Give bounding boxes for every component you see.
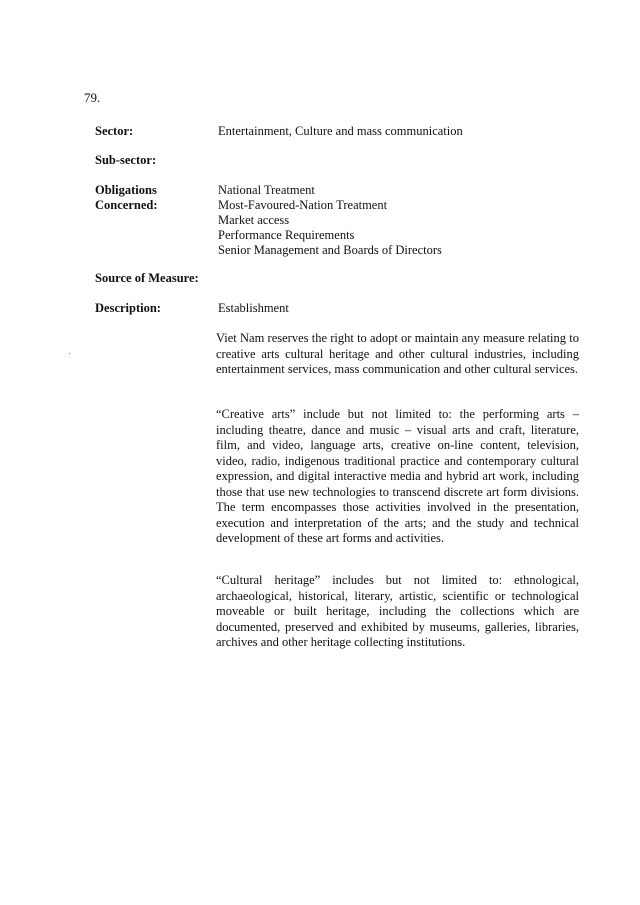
obligation-item: Senior Management and Boards of Directors: [218, 243, 442, 257]
description-paragraph-3: “Cultural heritage” includes but not limited to: ethnological, archaeological, historical, literary, artistic, scientific or technological moveable or built heritage, including the collections which are documented, preserved and exhibited by museums, galleries, libraries, archives and other heritage collecting institutions.: [216, 573, 579, 649]
obligation-item: Most-Favoured-Nation Treatment: [218, 198, 388, 212]
description-heading: Establishment: [218, 301, 289, 315]
source-of-measure-label: Source of Measure:: [95, 271, 199, 285]
obligation-item: Market access: [218, 213, 290, 227]
sector-value: Entertainment, Culture and mass communication: [218, 124, 463, 138]
obligations-list: [218, 183, 442, 258]
obligations-label-line1: Obligations: [95, 183, 157, 197]
entry-number: 79.: [84, 90, 101, 105]
obligations-label: [95, 183, 158, 213]
obligations-label-line2: Concerned:: [95, 198, 158, 212]
obligation-item: Performance Requirements: [218, 228, 355, 242]
sub-sector-label: Sub-sector:: [95, 153, 157, 167]
description-label: Description:: [95, 301, 161, 315]
description-paragraph-2: “Creative arts” include but not limited to: the performing arts – including theatre, dance and music – visual arts and craft, literature, film, and video, language arts, creative on-line content, television, video, radio, indigenous traditional practice and contemporary cultural expression, and digital interactive media and hybrid art work, including those that use new technologies to transcend discrete art form divisions. The term encompasses those activities involved in the presentation, execution and interpretation of the arts; and the study and technical development of these art forms and activities.: [216, 407, 579, 545]
description-paragraph-1: Viet Nam reserves the right to adopt or maintain any measure relating to creative arts cultural heritage and other cultural industries, including entertainment services, mass communication and other cultural services.: [216, 331, 579, 376]
sector-label: Sector:: [95, 124, 134, 138]
stray-mark: [69, 353, 70, 354]
obligation-item: National Treatment: [218, 183, 315, 197]
